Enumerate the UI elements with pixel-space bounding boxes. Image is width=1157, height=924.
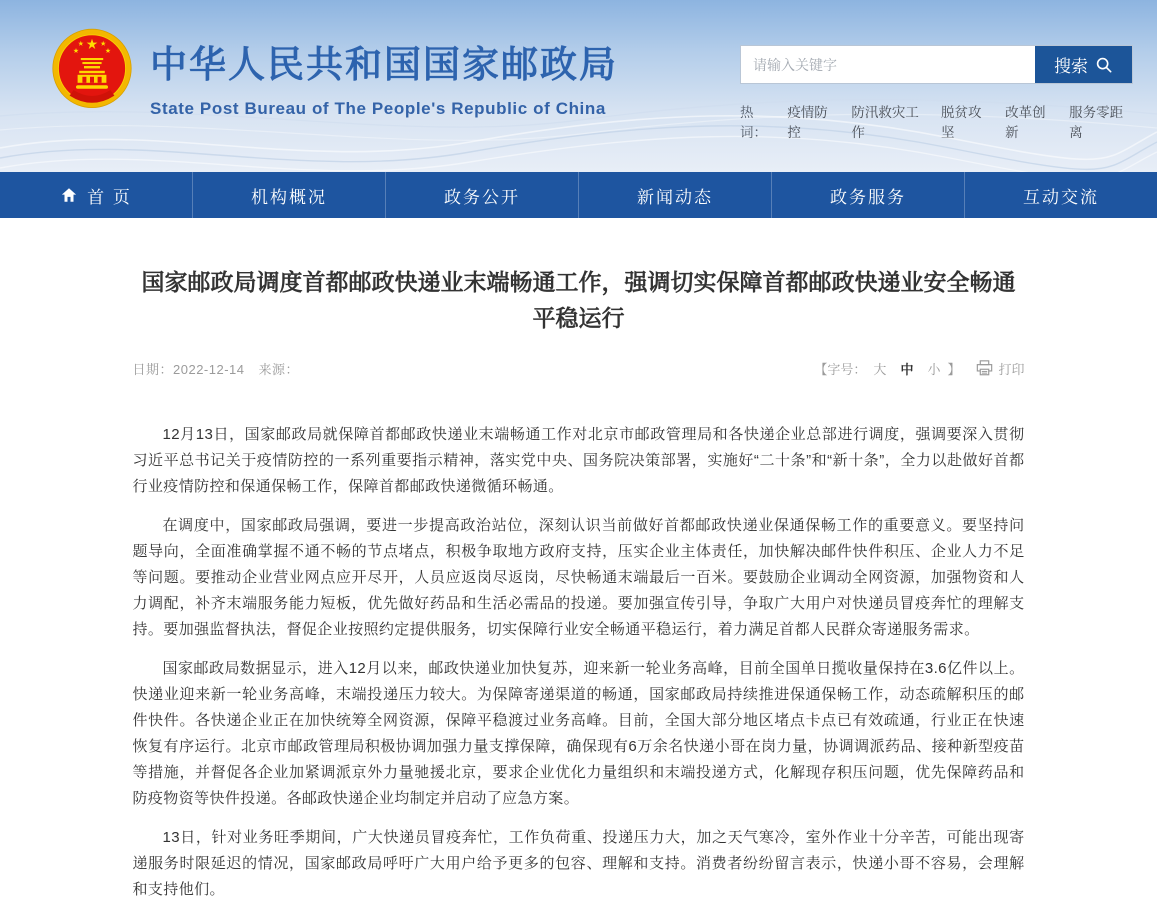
hot-word-link[interactable]: 改革创新 [1005, 105, 1046, 140]
article-paragraph: 在调度中，国家邮政局强调，要进一步提高政治站位，深刻认识当前做好首都邮政快递业保通保畅工作的重要意义。要坚持问题导向，全面准确掌握不通不畅的节点堵点，积极争取地方政府支持，压实企业主体责任，加快解决邮件快件积压、企业人力不足等问题。要推动企业营业网点应开尽开，人员应返岗尽返岗，尽快畅通末端最后一百米。要鼓励企业调动全网资源，加强物资和人力调配，补齐末端服务能力短板，优先做好药品和生活必需品的投递。要加强宣传引导，争取广大用户对快递员冒疫奔忙的理解支持。要加强监督执法，督促企业按照约定提供服务，切实保障行业安全畅通平稳运行，着力满足首都人民群众寄递服务需求。 [132, 516, 1025, 638]
site-subtitle: State Post Bureau of The People's Republic of China [150, 99, 606, 118]
nav-item-about[interactable] [192, 172, 385, 218]
nav-item-home[interactable] [0, 172, 192, 218]
article-meta-left [133, 359, 300, 378]
nav-item-interaction[interactable] [964, 172, 1157, 218]
font-size-medium[interactable]: 中 [900, 361, 914, 377]
site-title: 中华人民共和国国家邮政局 [150, 44, 618, 85]
national-emblem-logo[interactable] [52, 28, 132, 112]
article-paragraph: 13日，针对业务旺季期间，广大快递员冒疫奔忙，工作负荷重、投递压力大，加之天气寒冷，室外作业十分辛苦，可能出现寄递服务时限延迟的情况，国家邮政局呼吁广大用户给予更多的包容、理解和支持。消费者纷纷留言表示，快递小哥不容易，会理解和支持他们。 [132, 828, 1025, 898]
nav-item-gov-open[interactable] [385, 172, 578, 218]
hot-words-bar [740, 101, 1133, 141]
nav-item-label: 政务公开 [444, 187, 520, 207]
article-paragraph: 国家邮政局数据显示，进入12月以来，邮政快递业加快复苏，迎来新一轮业务高峰，目前全国单日揽收量保持在3.6亿件以上。快递业迎来新一轮业务高峰，末端投递压力较大。为保障寄递渠道的畅通，国家邮政局持续推进保通保畅工作，动态疏解积压的邮件快件。各快递企业正在加快统筹全网资源，保障平稳渡过业务高峰。目前，全国大部分地区堵点卡点已有效疏通，行业正在快速恢复有序运行。北京市邮政管理局积极协调加强力量支撑保障，确保现有6万余名快递小哥在岗力量，协调调派药品、接种新型疫苗等措施，并督促各企业加紧调派京外力量驰援北京，要求企业优化力量组织和末端投递方式，化解现存积压问题，优先保障药品和防疫物资等快件投递。各邮政快递企业均制定并启动了应急方案。 [132, 659, 1025, 807]
nav-item-label: 互动交流 [1023, 187, 1099, 207]
search-input[interactable] [741, 46, 1035, 83]
font-size-large[interactable]: 大 [873, 361, 887, 377]
hot-word-link[interactable]: 脱贫攻坚 [941, 105, 982, 140]
hot-word-link[interactable]: 防汛救灾工作 [851, 105, 919, 140]
site-header [0, 0, 1157, 172]
date-label: 日期： [132, 361, 174, 377]
hot-word-link[interactable]: 疫情防控 [787, 105, 828, 140]
search-area [740, 45, 1133, 141]
search-button[interactable] [1035, 46, 1132, 83]
site-titles [150, 28, 618, 119]
article-meta-row [133, 359, 1025, 378]
magnifier-icon [1095, 56, 1113, 74]
article-meta-right [814, 359, 1024, 378]
print-button[interactable] [976, 359, 1024, 378]
hot-word-link[interactable]: 服务零距离 [1069, 105, 1124, 140]
nav-item-label: 机构概况 [251, 187, 327, 207]
search-box [740, 45, 1133, 84]
home-icon [60, 186, 78, 204]
print-label: 打印 [998, 361, 1025, 377]
font-size-small[interactable]: 小 [927, 361, 941, 377]
nav-item-label: 新闻动态 [637, 187, 713, 207]
article-page [133, 218, 1025, 903]
article-body [133, 422, 1025, 903]
source-label: 来源： [258, 361, 300, 377]
nav-item-label: 首 页 [87, 187, 132, 207]
article-title: 国家邮政局调度首都邮政快递业末端畅通工作，强调切实保障首都邮政快递业安全畅通平稳运行 [141, 269, 1016, 332]
nav-item-label: 政务服务 [830, 187, 906, 207]
nav-item-services[interactable] [771, 172, 964, 218]
brand-block [52, 28, 618, 119]
nav-item-news[interactable] [578, 172, 771, 218]
hot-words-label: 热词： [740, 105, 767, 140]
date-value: 2022-12-14 [173, 361, 245, 377]
article-paragraph: 12月13日，国家邮政局就保障首都邮政快递业末端畅通工作对北京市邮政管理局和各快递企业总部进行调度，强调要深入贯彻习近平总书记关于疫情防控的一系列重要指示精神，落实党中央、国务院决策部署，实施好“二十条”和“新十条”，全力以赴做好首都行业疫情防控和保通保畅工作，保障首都邮政快递微循环畅通。 [132, 425, 1025, 495]
printer-icon [976, 360, 993, 376]
main-nav [0, 172, 1157, 218]
search-button-label: 搜索 [1054, 57, 1088, 76]
font-size-label-close: 】 [947, 361, 961, 377]
font-size-label: 【字号： [814, 361, 867, 377]
